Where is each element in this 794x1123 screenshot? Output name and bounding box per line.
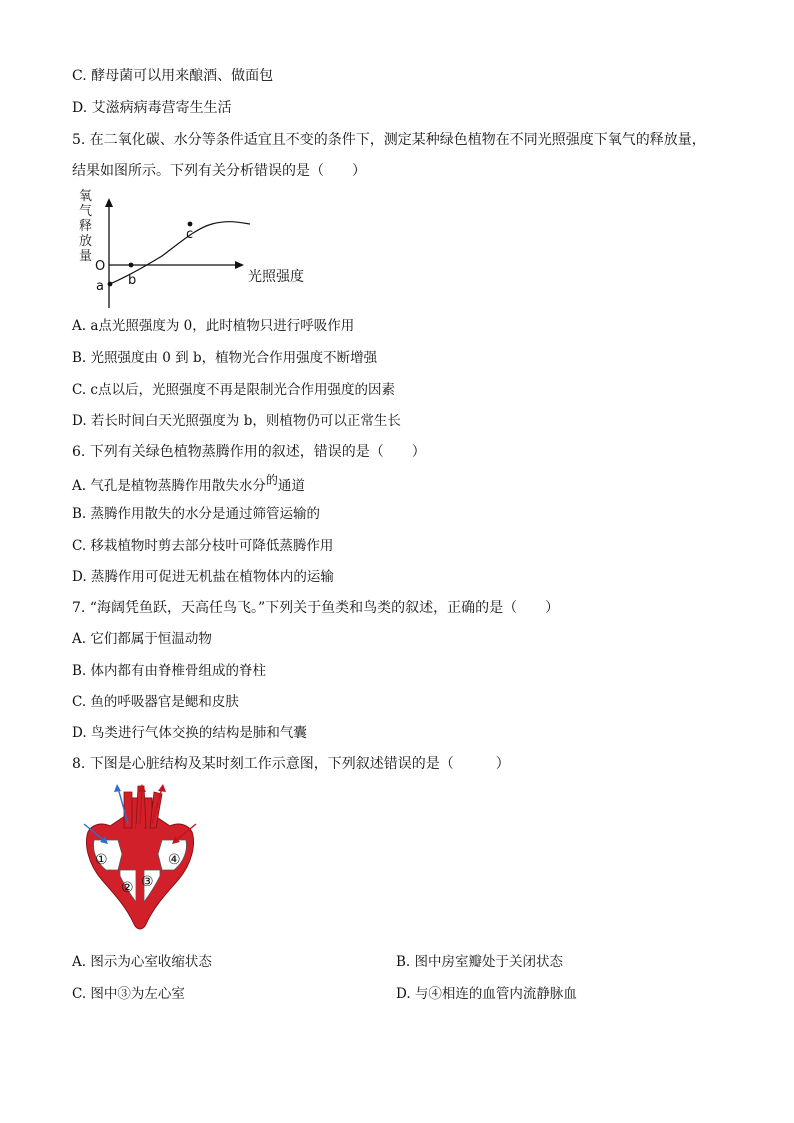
q7-stem: 7. “海阔凭鱼跃，天高任鸟飞。”下列关于鱼类和鸟类的叙述，正确的是（ ） (72, 600, 560, 616)
q5-a-label: a (96, 279, 104, 294)
q5-b-label: b (128, 273, 137, 288)
q5-c-label: c (186, 227, 194, 242)
q5-ylabel-5: 量 (79, 249, 93, 264)
q7-option-c: C. 鱼的呼吸器官是鳃和皮肤 (72, 694, 239, 710)
q5-origin-label: O (95, 259, 106, 274)
prev-option-d: D. 艾滋病病毒营寄生生活 (72, 100, 232, 116)
q5-point-b (129, 263, 134, 268)
q5-option-a: A. a点光照强度为 0，此时植物只进行呼吸作用 (72, 318, 355, 334)
q6-option-a-sup: 的 (265, 473, 278, 487)
q5-ylabel-3: 释 (79, 219, 93, 234)
q8-option-c: C. 图中③为左心室 (72, 986, 185, 1002)
q8-option-a: A. 图示为心室收缩状态 (72, 954, 212, 970)
q6-option-d: D. 蒸腾作用可促进无机盐在植物体内的运输 (72, 569, 334, 585)
q6-stem: 6. 下列有关绿色植物蒸腾作用的叙述，错误的是（ ） (72, 444, 426, 460)
q7-option-b: B. 体内都有由脊椎骨组成的脊柱 (72, 663, 267, 679)
q8-heart-diagram (80, 784, 200, 934)
q5-oxygen-graph (72, 186, 332, 316)
heart-label-2: ② (121, 880, 134, 896)
q8-option-b: B. 图中房室瓣处于关闭状态 (396, 954, 564, 970)
prev-option-c: C. 酵母菌可以用来酿酒、做面包 (72, 68, 274, 84)
arrow-red-up-2-head (158, 784, 166, 792)
q6-option-c: C. 移栽植物时剪去部分枝叶可降低蒸腾作用 (72, 538, 334, 554)
q5-stem-line1: 5. 在二氧化碳、水分等条件适宜且不变的条件下，测定某种绿色植物在不同光照强度下氧气的释放量， (72, 132, 706, 148)
q5-point-a (108, 282, 113, 287)
q5-y-arrow (105, 198, 113, 207)
q5-point-c (188, 222, 193, 227)
arrow-blue-up-head (114, 784, 121, 792)
heart-label-1: ① (95, 852, 108, 868)
q5-ylabel-1: 氧 (79, 189, 93, 204)
heart-label-3: ③ (141, 874, 154, 890)
q5-option-c: C. c点以后，光照强度不再是限制光合作用强度的因素 (72, 382, 395, 398)
q6-option-b: B. 蒸腾作用散失的水分是通过筛管运输的 (72, 506, 321, 522)
q5-x-arrow (235, 261, 244, 269)
heart-label-4: ④ (168, 852, 181, 868)
q5-ylabel-4: 放 (79, 234, 93, 249)
q6-option-a-text: A. 气孔是植物蒸腾作用散失水分 (72, 478, 266, 494)
q8-option-d: D. 与④相连的血管内流静脉血 (396, 986, 577, 1002)
q6-option-a-tail: 通道 (277, 478, 305, 494)
septum (136, 824, 144, 904)
q5-ylabel-2: 气 (79, 204, 93, 219)
q5-option-d: D. 若长时间白天光照强度为 b，则植物仍可以正常生长 (72, 413, 401, 429)
q5-xlabel: 光照强度 (248, 269, 304, 285)
q6-option-a (72, 473, 305, 496)
q8-stem: 8. 下图是心脏结构及某时刻工作示意图，下列叙述错误的是（ ） (72, 756, 510, 772)
q5-option-b: B. 光照强度由 0 到 b，植物光合作用强度不断增强 (72, 350, 378, 366)
q7-option-d: D. 鸟类进行气体交换的结构是肺和气囊 (72, 725, 307, 741)
q7-option-a: A. 它们都属于恒温动物 (72, 631, 212, 647)
q5-stem-line2: 结果如图所示。下列有关分析错误的是（ ） (72, 163, 366, 179)
